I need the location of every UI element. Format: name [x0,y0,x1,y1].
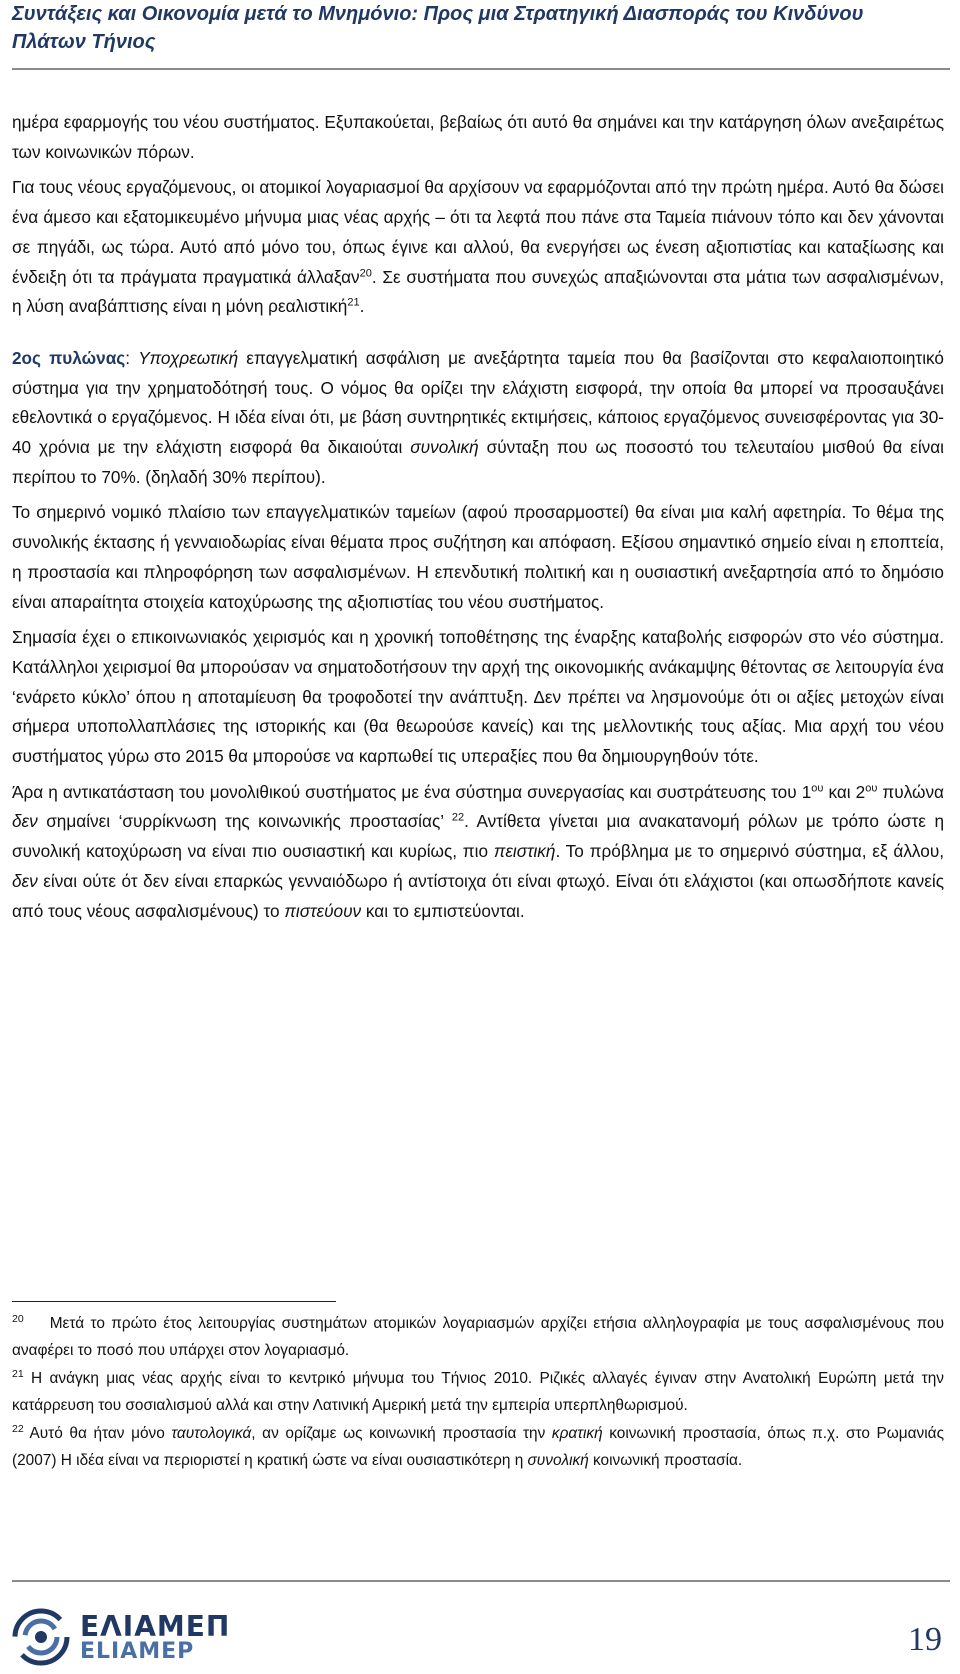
page-header [12,0,950,70]
paragraph-1: ημέρα εφαρμογής του νέου συστήματος. Εξυπακούεται, βεβαίως ότι αυτό θα σημάνει και την κατάργηση όλων ανεξαιρέτως των κοινωνικών πόρων. [12,112,944,162]
body-text [12,108,944,932]
footnote-21: $^{21}$ Η ανάγκη μιας νέας αρχής είναι το κεντρικό μήνυμα του Τήνιος 2010. Ριζικές αλλαγές έγιναν στην Ανατολική Ευρώπη μετά την κατάρρευση του σοσιαλισμού αλλά και στην Λατινική Αμερική μετά την εμπειρία υπερπληθωρισμού. [12,1367,944,1414]
logo-mark-icon [12,1608,70,1666]
logo-text-greek: ΕΛΙΑΜΕΠ [80,1610,231,1643]
footnote-22: $^{22}$ Αυτό θα ήταν μόνο ταυτολογικά, αν ορίζαμε ως κοινωνική προστασία την κρατική κοινωνική προστασία, όπως π.χ. στο Ρωμανιάς (2007) Η ιδέα είναι να περιοριστεί η κρατική ώστε να είναι ουσιαστικότερη η συνολική κοινωνική προστασία. [12,1422,944,1469]
footer-divider [12,1580,950,1582]
paragraph-2: Για τους νέους εργαζόμενους, οι ατομικοί λογαριασμοί θα αρχίσουν να εφαρμόζονται από την πρώτη ημέρα. Αυτό θα δώσει ένα άμεσο και εξατομικευμένο μήνυμα μιας νέας αρχής – ότι τα λεφτά που πάνε στα Ταμεία πιάνουν τόπο και δεν χάνονται σε πηγάδι, ως τώρα. Αυτό από μόνο του, όπως έγινε και αλλού, θα ενεργήσει ως ένεση αξιοπιστίας και καταξίωσης και ένδειξη ότι τα πράγματα πραγματικά άλλαξαν$^{20}$. Σε συστήματα που συνεχώς απαξιώνονται στα μάτια των ασφαλισμένων, η λύση αναβάπτισης είναι η μόνη ρεαλιστική$^{21}$. [12,177,944,317]
logo-text-latin: ELIAMEP [80,1639,195,1664]
footnote-ref-22[interactable]: 22 [451,811,465,824]
paragraph-3: 2ος πυλώνας: Υποχρεωτική επαγγελματική ασφάλιση με ανεξάρτητα ταμεία που θα βασίζονται στο κεφαλαιοποιητικό σύστημα για την χρηματοδότησή τους. Ο νόμος θα ορίζει την ελάχιστη εισφορά, την οποία θα μπορεί να προσαυξάνει εθελοντικά ο εργαζόμενος. Η ιδέα είναι ότι, με βάση συντηρητικές εκτιμήσεις, κάποιος εργαζόμενος συνεισφέροντας για 30-40 χρόνια με την ελάχιστη εισφορά θα δικαιούται συνολική σύνταξη που ως ποσοστό του τελευταίου μισθού θα είναι περίπου το 70%. (δηλαδή 30% περίπου). [12,347,944,487]
header-title: Συντάξεις και Οικονομία μετά το Μνημόνιο: Προς μια Στρατηγική Διασποράς του Κινδύνου [12,3,864,25]
header-author: Πλάτων Τήνιος [12,31,156,53]
footnote-ref-21[interactable]: 21 [347,296,360,309]
paragraph-4: Το σημερινό νομικό πλαίσιο των επαγγελματικών ταμείων (αφού προσαρμοστεί) θα είναι μια καλή αφετηρία. Το θέμα της συνολικής έκτασης ή γενναιοδωρίας είναι θέματα προς συζήτηση και απόφαση. Εξίσου σημαντικό σημείο είναι η εποπτεία, η προστασία και πληροφόρηση των ασφαλισμένων. Η επενδυτική πολιτική και η ουσιαστική ανεξαρτησία από το δημόσιο είναι απαραίτητα στοιχεία κατοχύρωσης της αξιοπιστίας του νέου συστήματος. [12,502,944,612]
paragraph-6: Άρα η αντικατάσταση του μονολιθικού συστήματος με ένα σύστημα συνεργασίας και συστράτευσης του $1^{o\upsilon}$ και $2^{o\upsilon}$ πυλώνα δεν σημαίνει ‘συρρίκνωση της κοινωνικής προστασίας’ $^{22}$. Αντίθετα γίνεται μια ανακατανομή ρόλων με τρόπο ώστε η συνολική κατοχύρωση να είναι πιο ουσιαστική και κυρίως, πιο πειστική. Το πρόβλημα με το σημερινό σύστημα, εξ άλλου, δεν είναι ούτε ότ δεν είναι επαρκώς γενναιόδωρο ή αντίστοιχα ότι είναι φτωχό. Είναι ότι ελάχιστοι (και οπωσδήποτε κανείς από τους νέους ασφαλισμένους) το πιστεύουν και το εμπιστεύονται. [12,781,945,921]
paragraph-5: Σημασία έχει ο επικοινωνιακός χειρισμός και η χρονική τοποθέτησης της έναρξης καταβολής εισφορών στο νέο σύστημα. Κατάλληλοι χειρισμοί θα μπορούσαν να σηματοδοτήσουν την αρχή της οικονομικής ανάκαμψης θέτοντας σε λειτουργία ένα ‘ενάρετο κύκλο’ όπου η αποταμίευση θα τροφοδοτεί την ανάπτυξη. Δεν πρέπει να λησμονούμε ότι οι αξίες μετοχών είναι σήμερα υποπολλαπλάσιες της ιστορικής και (θα θεωρούσε κανείς) και της μελλοντικής τους αξίας. Μια αρχή του νέου συστήματος γύρω στο 2015 θα μπορούσε να καρπωθεί τις υπεραξίες που θα δημιουργηθούν τότε. [12,627,944,767]
footnotes [12,1310,944,1475]
eliamep-logo [12,1608,252,1668]
footnote-20: $^{20}$ Μετά το πρώτο έτος λειτουργίας συστημάτων ατομικών λογαριασμών αρχίζει ετήσια αλληλογραφία με τους ασφαλισμένους που αναφέρει το ποσό που υπάρχει στον λογαριασμό. [12,1312,944,1359]
footnote-ref-20[interactable]: 20 [359,266,372,279]
pillar-label: 2ος πυλώνας [12,347,126,368]
page-number: 19 [908,1621,942,1658]
footnote-divider [12,1301,336,1302]
